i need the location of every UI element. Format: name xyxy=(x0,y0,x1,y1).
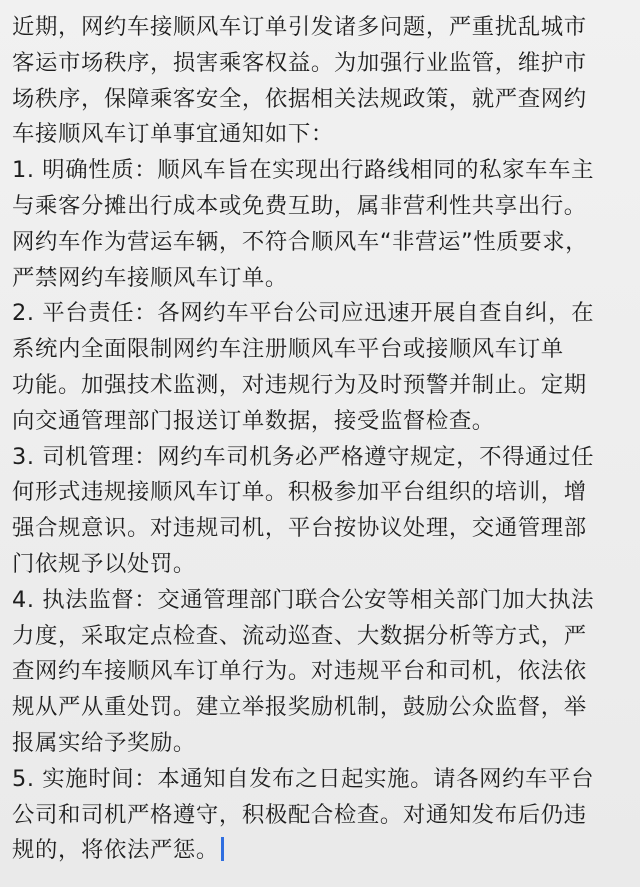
text-line: 与乘客分摊出行成本或免费互助，属非营利性共享出行。 xyxy=(12,192,587,219)
last-line[interactable] xyxy=(12,833,632,869)
text-line: 车接顺风车订单事宜通知如下： xyxy=(12,121,334,148)
text-line: 近期，网约车接顺风车订单引发诸多问题，严重扰乱城市 xyxy=(12,14,587,40)
text-line: 严禁网约车接顺风车订单。 xyxy=(12,264,288,291)
text-line: 向交通管理部门报送订单数据，接受监督检查。 xyxy=(12,407,495,434)
text-line: 报属实给予奖励。 xyxy=(12,729,196,756)
text-line: 门依规予以处罚。 xyxy=(12,550,196,577)
text-cursor xyxy=(221,837,224,861)
text-line: 公司和司机严格遵守，积极配合检查。对通知发布后仍违 xyxy=(12,801,587,828)
text-line: 客运市场秩序，损害乘客权益。为加强行业监管，维护市 xyxy=(12,49,587,76)
text-line: 强合规意识。对违规司机，平台按协议处理，交通管理部 xyxy=(12,515,587,542)
section-2-line: 2. 平台责任：各网约车平台公司应迅速开展自查自纠，在 xyxy=(12,300,595,327)
text-line: 力度，采取定点检查、流动巡查、大数据分析等方式，严 xyxy=(12,622,587,649)
text-line: 场秩序，保障乘客安全，依据相关法规政策，就严查网约 xyxy=(12,85,587,112)
last-line-text: 规的，将依法严惩。 xyxy=(12,837,219,864)
text-line: 功能。加强技术监测，对违规行为及时预警并制止。定期 xyxy=(12,371,587,398)
text-line: 网约车作为营运车辆，不符合顺风车“非营运”性质要求， xyxy=(12,228,589,255)
text-line: 查网约车接顺风车订单行为。对违规平台和司机，依法依 xyxy=(12,658,587,685)
section-5-line: 5. 实施时间：本通知自发布之日起实施。请各网约车平台 xyxy=(12,765,595,792)
text-line: 规从严从重处罚。建立举报奖励机制，鼓励公众监督，举 xyxy=(12,694,587,721)
text-line: 系统内全面限制网约车注册顺风车平台或接顺风车订单 xyxy=(12,336,564,363)
text-line: 何形式违规接顺风车订单。积极参加平台组织的培训，增 xyxy=(12,479,587,506)
section-4-line: 4. 执法监督：交通管理部门联合公安等相关部门加大执法 xyxy=(12,586,595,613)
section-1-line: 1. 明确性质：顺风车旨在实现出行路线相同的私家车车主 xyxy=(12,157,595,184)
section-3-line: 3. 司机管理：网约车司机务必严格遵守规定，不得通过任 xyxy=(12,443,595,470)
